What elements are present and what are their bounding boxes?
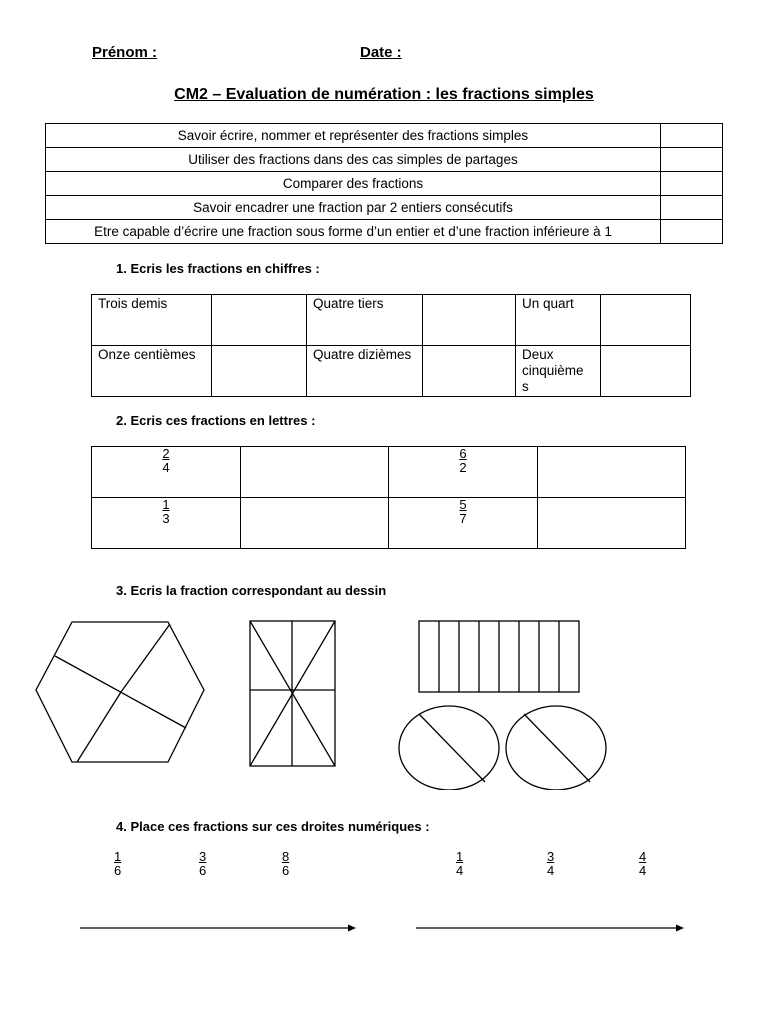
fraction [459, 498, 466, 526]
q1-answer-cell[interactable] [601, 295, 691, 346]
denominator: 6 [114, 863, 122, 878]
fraction [199, 850, 206, 878]
q2-answer-cell[interactable] [241, 447, 389, 498]
q1-label-cell: Trois demis [92, 295, 212, 346]
denominator: 4 [162, 460, 170, 475]
fraction [459, 447, 466, 475]
page-title: CM2 – Evaluation de numération : les fractions simples [174, 86, 594, 103]
fraction [282, 850, 289, 878]
q1-answer-cell[interactable] [423, 295, 516, 346]
denominator: 7 [459, 511, 467, 526]
skill-row [46, 172, 723, 196]
fraction [547, 850, 554, 878]
skill-row [46, 124, 723, 148]
q2-fraction-cell [389, 498, 538, 549]
arrow-right-icon [676, 925, 684, 932]
q4-heading: 4. Place ces fractions sur ces droites numériques : [116, 819, 430, 834]
skill-text: Savoir encadrer une fraction par 2 entiers consécutifs [46, 196, 661, 220]
skill-row [46, 148, 723, 172]
fraction [639, 850, 646, 878]
numerator: 1 [456, 849, 464, 864]
skill-row [46, 196, 723, 220]
denominator: 4 [456, 863, 464, 878]
skill-text: Etre capable d’écrire une fraction sous forme d’un entier et d’une fraction inférieure à 1 [46, 220, 661, 244]
q1-answer-cell[interactable] [212, 346, 307, 397]
numerator: 3 [547, 849, 555, 864]
q2-answer-cell[interactable] [538, 447, 686, 498]
q1-answer-cell[interactable] [212, 295, 307, 346]
skill-check-cell[interactable] [661, 220, 723, 244]
number-line-right[interactable] [416, 925, 684, 932]
skill-text: Comparer des fractions [46, 172, 661, 196]
denominator: 2 [459, 460, 467, 475]
numerator: 2 [162, 446, 170, 461]
q3-heading: 3. Ecris la fraction correspondant au dessin [116, 583, 387, 598]
skill-check-cell[interactable] [661, 172, 723, 196]
numerator: 6 [459, 446, 467, 461]
q1-label-cell: Deux cinquième s [516, 346, 601, 397]
numerator: 5 [459, 497, 467, 512]
q2-fraction-cell [92, 498, 241, 549]
q1-answer-cell[interactable] [423, 346, 516, 397]
numerator: 8 [282, 849, 290, 864]
number-line-left[interactable] [80, 925, 356, 932]
fraction [114, 850, 121, 878]
skills-table [45, 123, 723, 244]
strips-figure [419, 621, 579, 692]
q1-label-cell: Un quart [516, 295, 601, 346]
denominator: 3 [162, 511, 170, 526]
numerator: 4 [639, 849, 647, 864]
circle-figure-left [399, 706, 499, 790]
q1-heading: 1. Ecris les fractions en chiffres : [116, 261, 320, 276]
fraction [162, 447, 169, 475]
rectangle-figure [250, 621, 335, 766]
date-label: Date : [360, 44, 402, 61]
numerator: 1 [114, 849, 122, 864]
q1-label-cell: Onze centièmes [92, 346, 212, 397]
number-lines [0, 918, 768, 938]
q2-answer-cell[interactable] [538, 498, 686, 549]
skill-text: Utiliser des fractions dans des cas simples de partages [46, 148, 661, 172]
q1-table [91, 294, 691, 397]
skill-check-cell[interactable] [661, 196, 723, 220]
prenom-label: Prénom : [92, 44, 158, 61]
arrow-right-icon [348, 925, 356, 932]
skill-check-cell[interactable] [661, 148, 723, 172]
q3-drawings [0, 610, 768, 790]
denominator: 4 [639, 863, 647, 878]
numerator: 1 [162, 497, 170, 512]
hexagon-figure [36, 622, 204, 762]
denominator: 6 [282, 863, 290, 878]
fraction [456, 850, 463, 878]
q1-answer-cell[interactable] [601, 346, 691, 397]
q2-fraction-cell [389, 447, 538, 498]
denominator: 4 [547, 863, 555, 878]
q2-heading: 2. Ecris ces fractions en lettres : [116, 413, 316, 428]
q2-fraction-cell [92, 447, 241, 498]
skill-check-cell[interactable] [661, 124, 723, 148]
denominator: 6 [199, 863, 207, 878]
skill-row [46, 220, 723, 244]
circle-figure-right [506, 706, 606, 790]
q1-label-cell: Quatre tiers [307, 295, 423, 346]
q2-answer-cell[interactable] [241, 498, 389, 549]
skill-text: Savoir écrire, nommer et représenter des fractions simples [46, 124, 661, 148]
q2-table [91, 446, 686, 549]
numerator: 3 [199, 849, 207, 864]
q1-label-cell: Quatre dizièmes [307, 346, 423, 397]
fraction [162, 498, 169, 526]
